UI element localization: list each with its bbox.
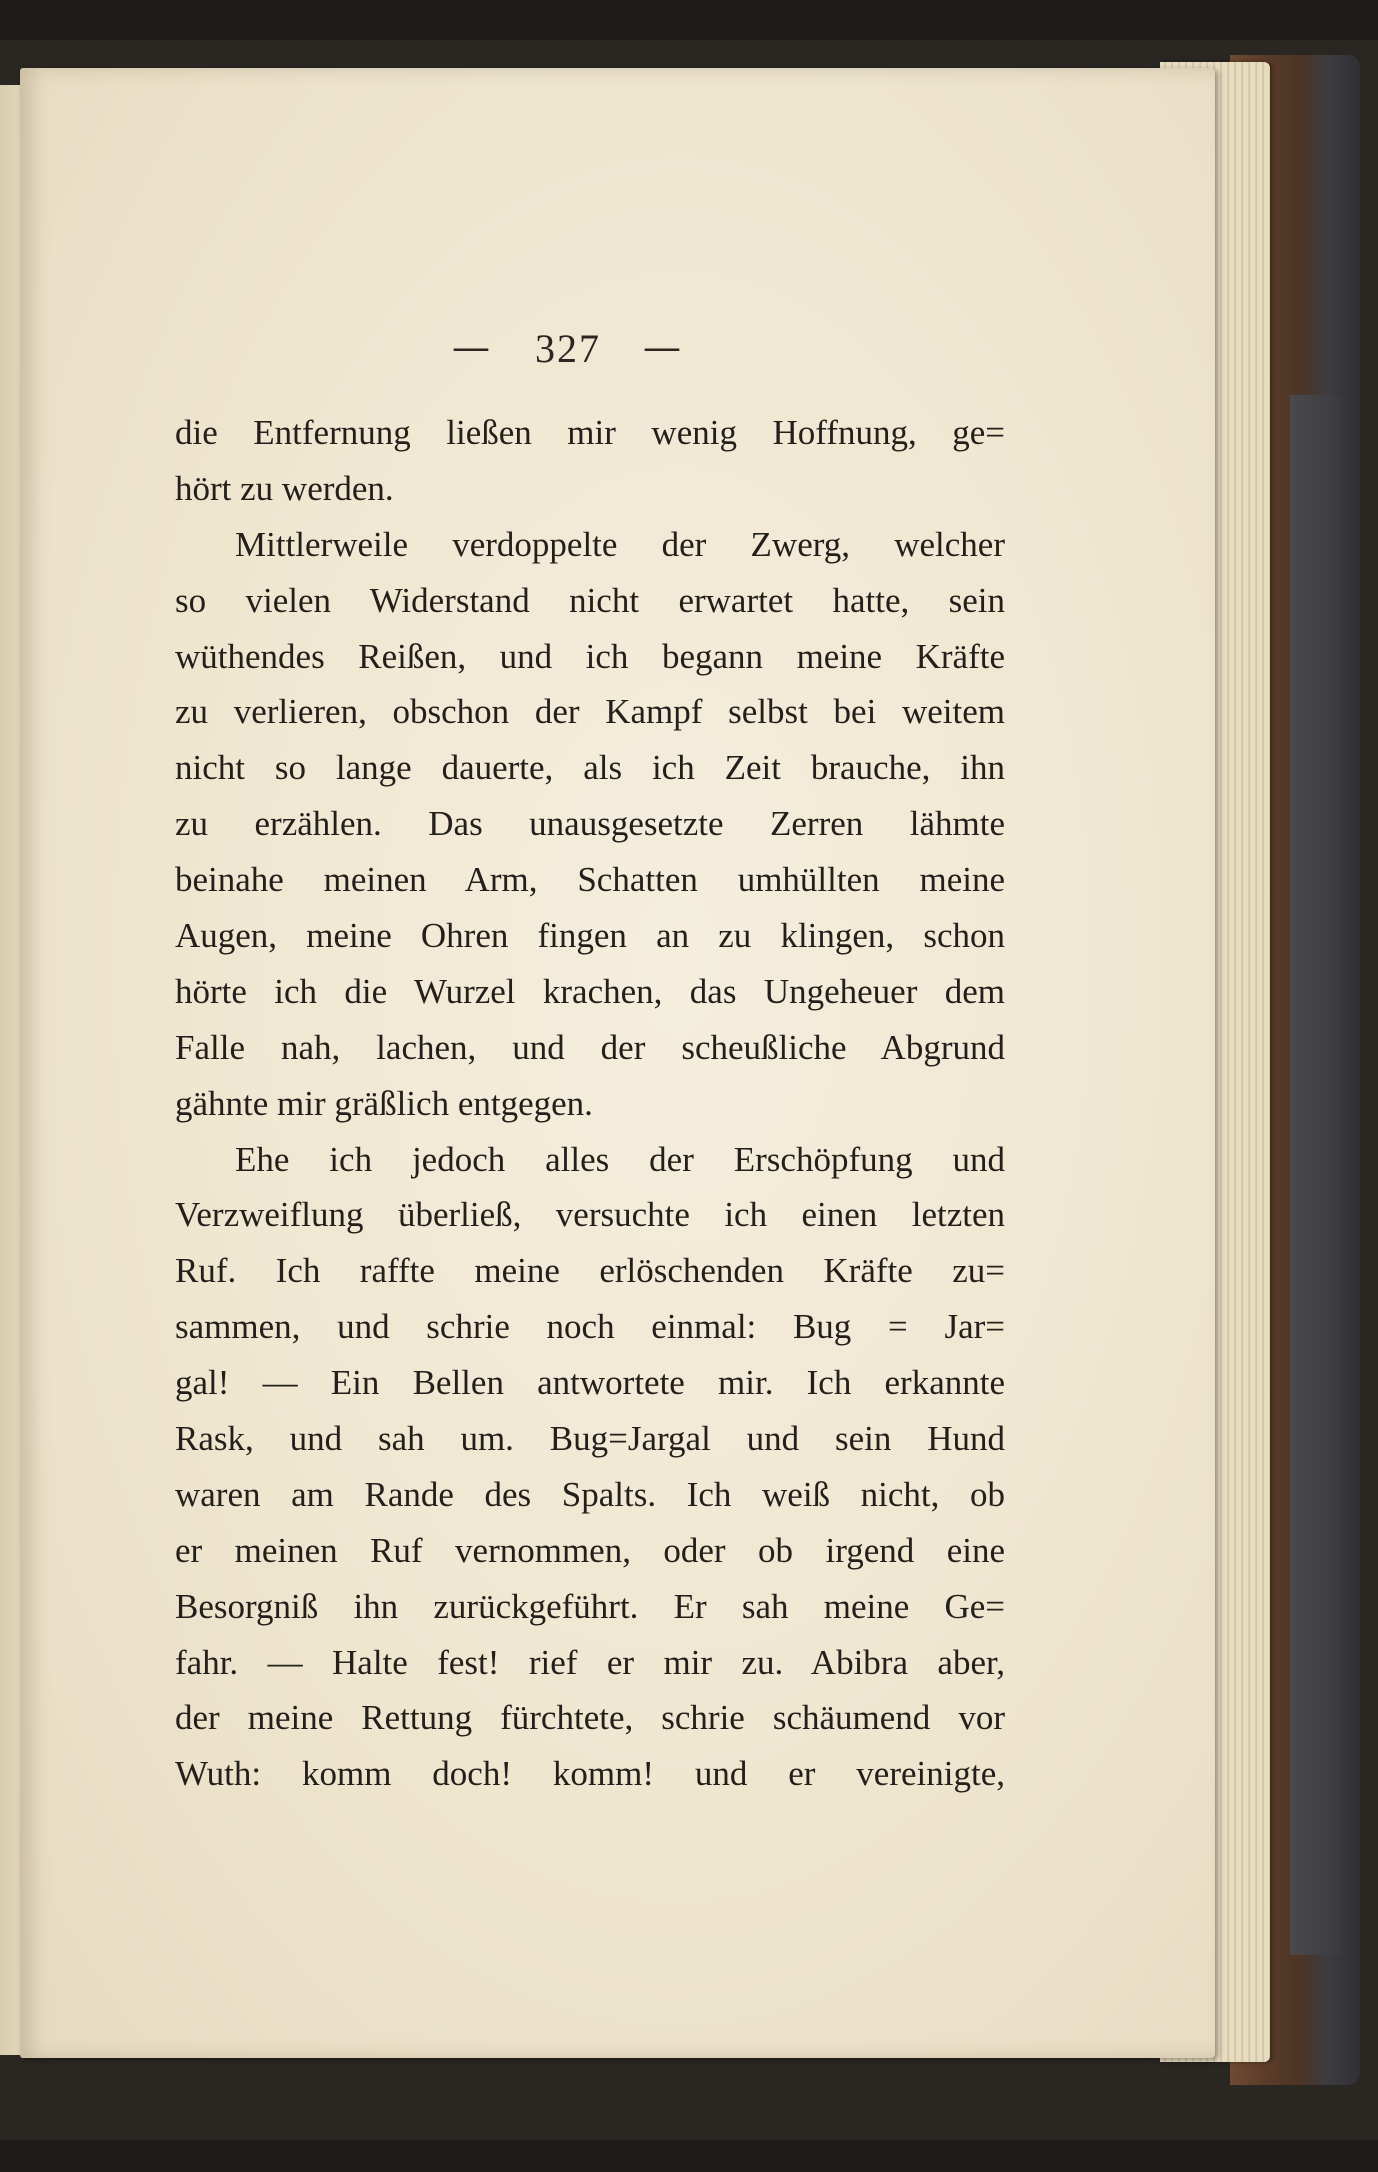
text-line: der meine Rettung fürchtete, schrie schäumend vor: [175, 1698, 1005, 1738]
page-body: [175, 405, 1005, 1802]
text-line: zu verlieren, obschon der Kampf selbst bei weitem: [175, 692, 1005, 732]
text-line: so vielen Widerstand nicht erwartet hatte, sein: [175, 580, 1005, 620]
text-line: Augen, meine Ohren fingen an zu klingen, schon: [175, 916, 1005, 956]
text-line: hört zu werden.: [175, 468, 394, 508]
text-line: Falle nah, lachen, und der scheußliche Abgrund: [175, 1027, 1005, 1067]
text-line: Ehe ich jedoch alles der Erschöpfung und: [235, 1139, 1005, 1179]
text-line: gähnte mir gräßlich entgegen.: [175, 1083, 593, 1123]
text-line: Verzweiflung überließ, versuchte ich einen letzten: [175, 1195, 1005, 1235]
text-line: gal! — Ein Bellen antwortete mir. Ich erkannte: [175, 1363, 1005, 1403]
text-line: wüthendes Reißen, und ich begann meine Kräfte: [175, 636, 1005, 676]
header-dash-left: —: [452, 325, 492, 369]
text-line: hörte ich die Wurzel krachen, das Ungeheuer dem: [175, 971, 1005, 1011]
text-line: die Entfernung ließen mir wenig Hoffnung, ge=: [175, 413, 1005, 452]
text-line: fahr. — Halte fest! rief er mir zu. Abibra aber,: [175, 1642, 1005, 1682]
text-line: waren am Rande des Spalts. Ich weiß nicht, ob: [175, 1474, 1005, 1514]
text-line: nicht so lange dauerte, als ich Zeit brauche, ihn: [175, 748, 1005, 788]
page-number: 327: [535, 326, 601, 371]
text-line: zu erzählen. Das unausgesetzte Zerren lähmte: [175, 804, 1005, 844]
text-line: er meinen Ruf vernommen, oder ob irgend eine: [175, 1530, 1005, 1570]
header-dash-right: —: [643, 325, 683, 369]
text-line: Rask, und sah um. Bug=Jargal und sein Hund: [175, 1419, 1005, 1459]
text-line: Besorgniß ihn zurückgeführt. Er sah meine Ge=: [175, 1586, 1005, 1626]
text-line: beinahe meinen Arm, Schatten umhüllten meine: [175, 860, 1005, 900]
text-line: Wuth: komm doch! komm! und er vereinigte,: [175, 1754, 1005, 1794]
text-line: Mittlerweile verdoppelte der Zwerg, welcher: [235, 524, 1005, 564]
text-line: sammen, und schrie noch einmal: Bug = Jar=: [175, 1307, 1005, 1347]
text-line: Ruf. Ich raffte meine erlöschenden Kräfte zu=: [175, 1251, 1005, 1291]
